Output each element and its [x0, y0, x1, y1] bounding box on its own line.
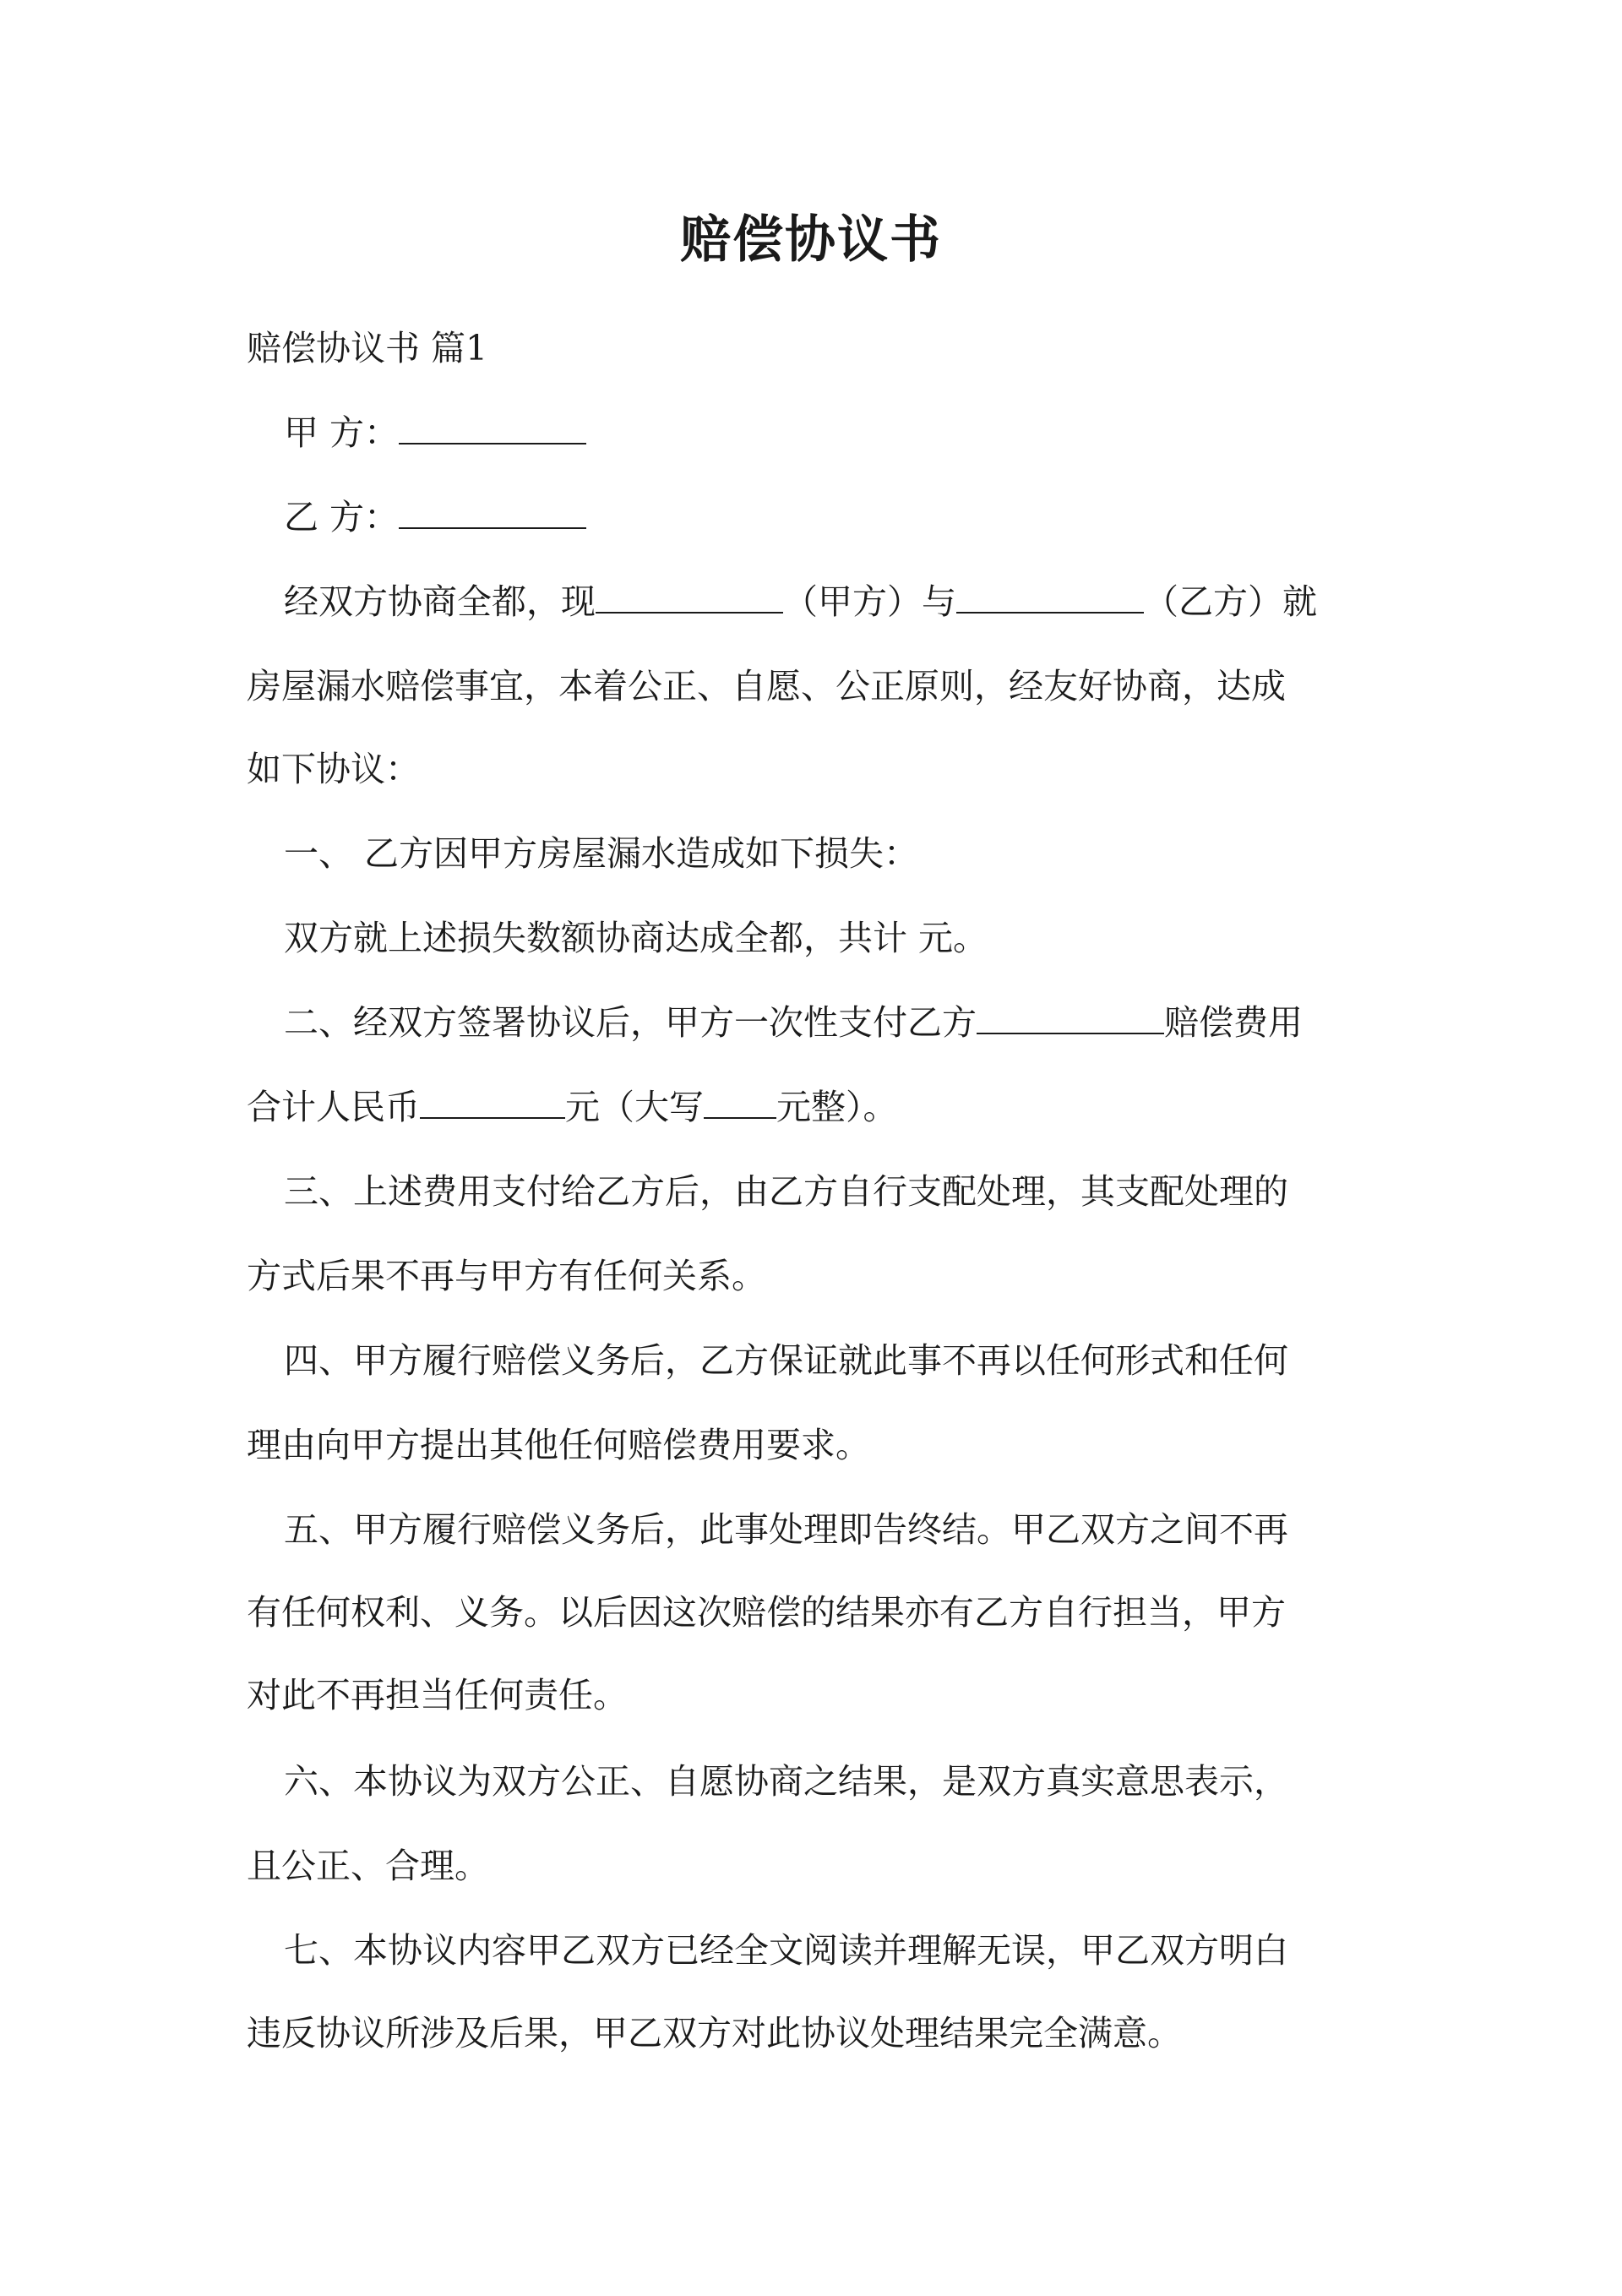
intro-text: （甲方）与 — [783, 581, 956, 622]
clause-2-blank-a — [977, 999, 1164, 1034]
party-a-blank — [399, 409, 586, 444]
intro-line-3: 如下协议： — [247, 749, 420, 789]
clause-7-line-1: 七、本协议内容甲乙双方已经全文阅读并理解无误，甲乙双方明白 — [284, 1930, 1288, 1971]
document-title: 赔偿协议书 — [680, 210, 942, 270]
clause-1-line-1: 一、 乙方因甲方房屋漏水造成如下损失： — [284, 833, 919, 874]
clause-5-line-3: 对此不再担当任何责任。 — [247, 1675, 628, 1715]
clause-2-blank-c — [704, 1083, 776, 1119]
clause-text: 合计人民币 — [247, 1087, 420, 1127]
intro-blank-b — [956, 578, 1144, 614]
clause-2-line-2 — [247, 1082, 1379, 1132]
intro-text: （乙方）就 — [1144, 581, 1317, 622]
clause-5-line-1: 五、甲方履行赔偿义务后，此事处理即告终结。甲乙双方之间不再 — [284, 1509, 1288, 1550]
clause-6-line-2: 且公正、合理。 — [247, 1846, 489, 1886]
clause-3-line-1: 三、上述费用支付给乙方后，由乙方自行支配处理，其支配处理的 — [284, 1171, 1288, 1212]
clause-7-line-2: 违反协议所涉及后果，甲乙双方对此协议处理结果完全满意。 — [247, 2013, 1182, 2053]
intro-line-1 — [284, 576, 1416, 627]
clause-text: 元整）。 — [776, 1087, 898, 1127]
intro-line-2: 房屋漏水赔偿事宜，本着公正、自愿、公正原则，经友好协商，达成 — [247, 666, 1286, 706]
party-b-label: 乙 方： — [284, 497, 400, 537]
section-heading: 赔偿协议书 篇1 — [247, 328, 488, 368]
party-b-line — [284, 492, 1416, 543]
party-a-line — [284, 407, 1416, 458]
clause-text: 二、经双方签署协议后，甲方一次性支付乙方 — [284, 1002, 977, 1043]
clause-1-line-2: 双方就上述损失数额协商达成全都，共计 元。 — [284, 918, 988, 958]
party-a-label: 甲 方： — [284, 412, 400, 453]
clause-2-line-1 — [284, 997, 1416, 1048]
clause-3-line-2: 方式后果不再与甲方有任何关系。 — [247, 1256, 766, 1296]
clause-text: 赔偿费用 — [1164, 1002, 1303, 1043]
clause-4-line-1: 四、甲方履行赔偿义务后，乙方保证就此事不再以任何形式和任何 — [284, 1340, 1288, 1381]
clause-4-line-2: 理由向甲方提出其他任何赔偿费用要求。 — [247, 1425, 870, 1465]
clause-6-line-1: 六、本协议为双方公正、自愿协商之结果，是双方真实意思表示， — [284, 1761, 1288, 1802]
intro-blank-a — [596, 578, 783, 614]
clause-5-line-2: 有任何权利、义务。以后因这次赔偿的结果亦有乙方自行担当，甲方 — [247, 1592, 1286, 1633]
intro-text: 经双方协商全都，现 — [284, 581, 596, 622]
clause-text: 元（大写 — [565, 1087, 704, 1127]
party-b-blank — [399, 494, 586, 529]
clause-2-blank-b — [420, 1083, 565, 1119]
